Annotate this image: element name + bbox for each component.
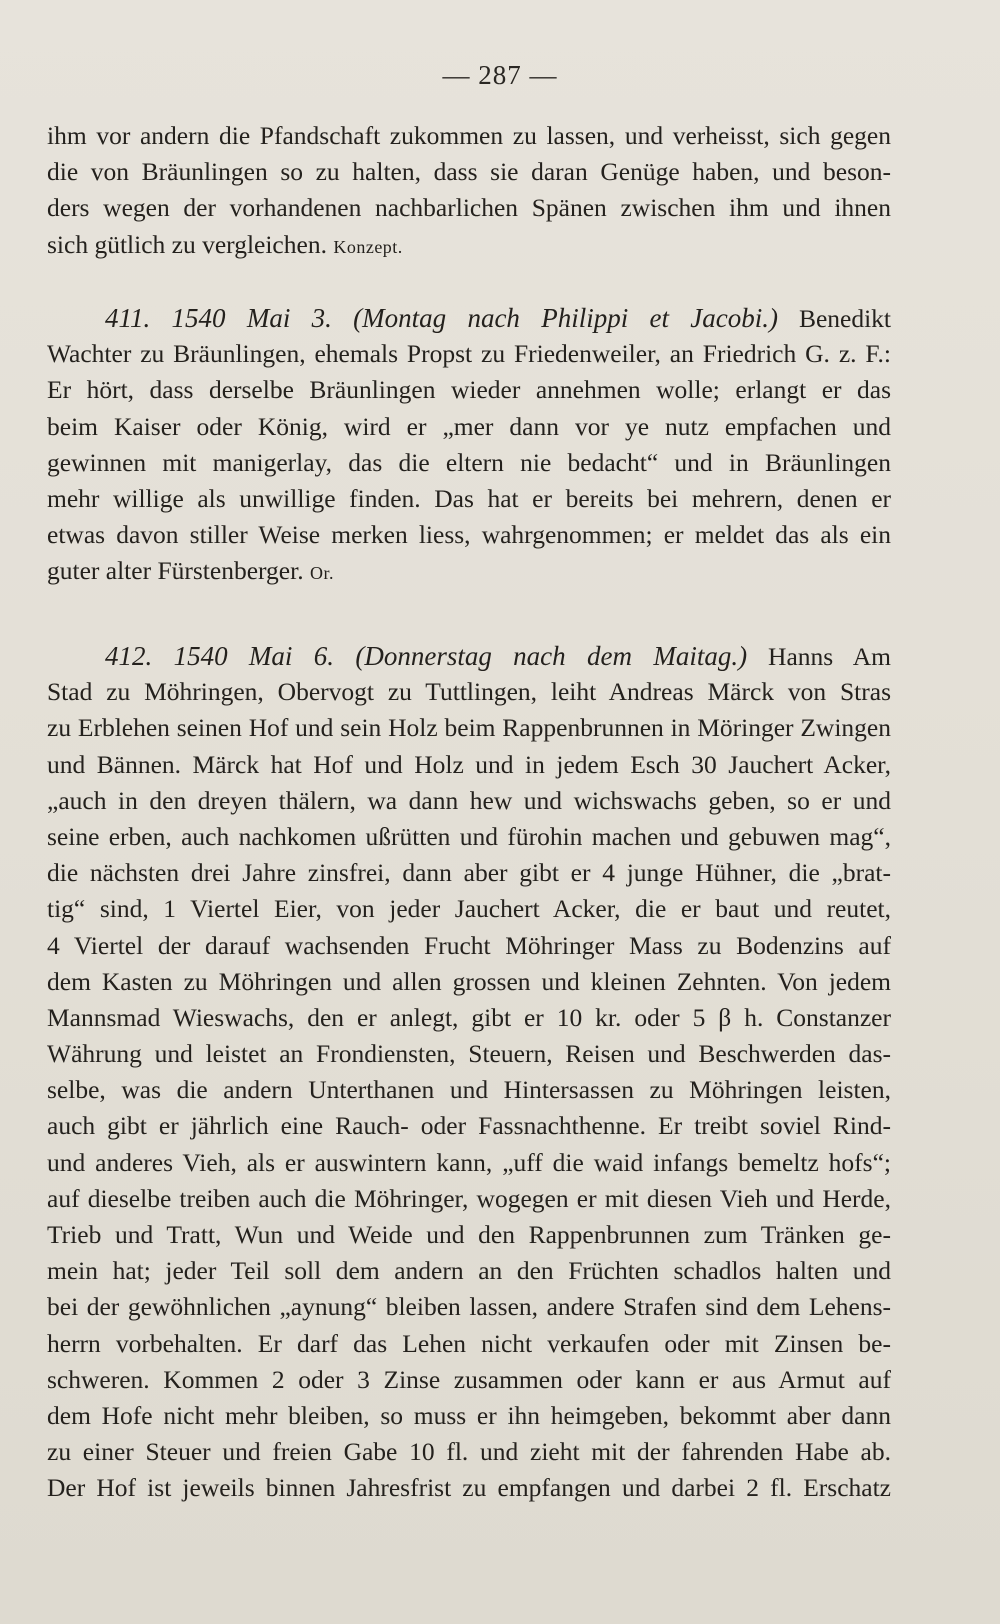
text-line: dem Hofe nicht mehr bleiben, so muss er ihn heimgeben, bekommt aber dann [47, 1400, 891, 1430]
text-line: gewinnen mit manigerlay, das die eltern nie bedacht“ und in Bräunlingen [47, 447, 891, 477]
text-line: selbe, was die andern Unterthanen und Hintersassen zu Möhringen leisten, [47, 1075, 891, 1105]
text-line: Währung und leistet an Frondiensten, Steuern, Reisen und Beschwerden das- [47, 1039, 891, 1069]
text-line: dem Kasten zu Möhringen und allen grossen und kleinen Zehnten. Von jedem [47, 966, 891, 996]
text-line: tig“ sind, 1 Viertel Eier, von jeder Jauchert Acker, die er baut und reutet, [47, 894, 891, 924]
entry-heading-line [47, 300, 891, 336]
text-line: Der Hof ist jeweils binnen Jahresfrist zu empfangen und darbei 2 fl. Erschatz [47, 1473, 891, 1503]
entry-date: 1540 Mai 3. (Montag nach Philippi et Jacobi.) [171, 303, 779, 333]
text-line: etwas davon stiller Weise merken liess, wahrgenommen; er meldet das als ein [47, 520, 891, 550]
source-note: Or. [309, 563, 334, 584]
text-line: seine erben, auch nachkomen ußrütten und fürohin machen und gebuwen mag“, [47, 821, 891, 851]
entry-number: 412. [105, 641, 153, 671]
text-line: zu Erblehen seinen Hof und sein Holz beim Rappenbrunnen in Möringer Zwingen [47, 713, 891, 743]
text-line: die von Bräunlingen so zu halten, dass sie daran Genüge haben, und beson- [47, 157, 891, 187]
text-line: und anderes Vieh, als er auswintern kann, „uff die waid infangs bemeltz hofs“; [47, 1147, 891, 1177]
entry-heading [47, 641, 747, 671]
text-line: „auch in den dreyen thälern, wa dann hew und wichswachs geben, so er und [47, 785, 891, 815]
paragraph-continuation [47, 118, 891, 263]
text-line: Stad zu Möhringen, Obervogt zu Tuttlingen, leiht Andreas Märck von Stras [47, 677, 891, 707]
text-line-content: sich gütlich zu vergleichen. [47, 229, 327, 259]
entry-heading-line [47, 638, 891, 674]
text-line: schweren. Kommen 2 oder 3 Zinse zusammen oder kann er aus Armut auf [47, 1364, 891, 1394]
text-line: bei der gewöhnlichen „aynung“ bleiben lassen, andere Strafen sind dem Lehens- [47, 1292, 891, 1322]
entry-first-line-text: Benedikt [798, 304, 892, 333]
text-line: 4 Viertel der darauf wachsenden Frucht Möhringer Mass zu Bodenzins auf [47, 930, 891, 960]
text-line: die nächsten drei Jahre zinsfrei, dann aber gibt er 4 junge Hühner, die „brat- [47, 858, 891, 888]
text-line: Trieb und Tratt, Wun und Weide und den Rappenbrunnen zum Tränken ge- [47, 1220, 891, 1249]
source-note: Konzept. [333, 236, 403, 257]
entry-heading [47, 303, 778, 333]
text-line: ders wegen der vorhandenen nachbarlichen Spänen zwischen ihm und ihnen [47, 193, 891, 223]
entry-411 [47, 300, 891, 590]
text-line: beim Kaiser oder König, wird er „mer dann vor ye nutz empfachen und [47, 411, 891, 441]
text-line: herrn vorbehalten. Er darf das Lehen nicht verkaufen oder mit Zinsen be- [47, 1328, 891, 1358]
page-number: — 287 — [442, 60, 558, 90]
text-line: mehr willige als unwillige finden. Das hat er bereits bei mehrern, denen er [47, 483, 891, 513]
text-line: auf dieselbe treiben auch die Möhringer, wogegen er mit diesen Vieh und Herde, [47, 1183, 891, 1213]
text-line: ihm vor andern die Pfandschaft zukommen zu lassen, und verheisst, sich gegen [47, 121, 891, 150]
text-line [47, 553, 891, 589]
entry-first-line-text: Hanns Am [768, 642, 892, 671]
text-line: Wachter zu Bräunlingen, ehemals Propst zu Friedenweiler, an Friedrich G. z. F.: [47, 339, 891, 369]
text-line: mein hat; jeder Teil soll dem andern an den Früchten schadlos halten und [47, 1256, 891, 1286]
text-line: auch gibt er jährlich eine Rauch- oder Fassnachthenne. Er treibt soviel Rind- [47, 1111, 891, 1141]
entry-date: 1540 Mai 6. (Donnerstag nach dem Maitag.) [173, 641, 748, 671]
text-line: Er hört, dass derselbe Bräunlingen wieder annehmen wolle; erlangt er das [47, 375, 891, 405]
text-line: und Bännen. Märck hat Hof und Holz und in jedem Esch 30 Jauchert Acker, [47, 749, 891, 779]
entry-number: 411. [105, 303, 151, 333]
text-line [47, 227, 891, 263]
text-line: zu einer Steuer und freien Gabe 10 fl. und zieht mit der fahrenden Habe ab. [47, 1437, 891, 1467]
text-line-content: guter alter Fürstenberger. [47, 556, 304, 586]
entry-412 [47, 638, 891, 1507]
text-line: Mannsmad Wieswachs, den er anlegt, gibt er 10 kr. oder 5 β h. Constanzer [47, 1002, 891, 1032]
